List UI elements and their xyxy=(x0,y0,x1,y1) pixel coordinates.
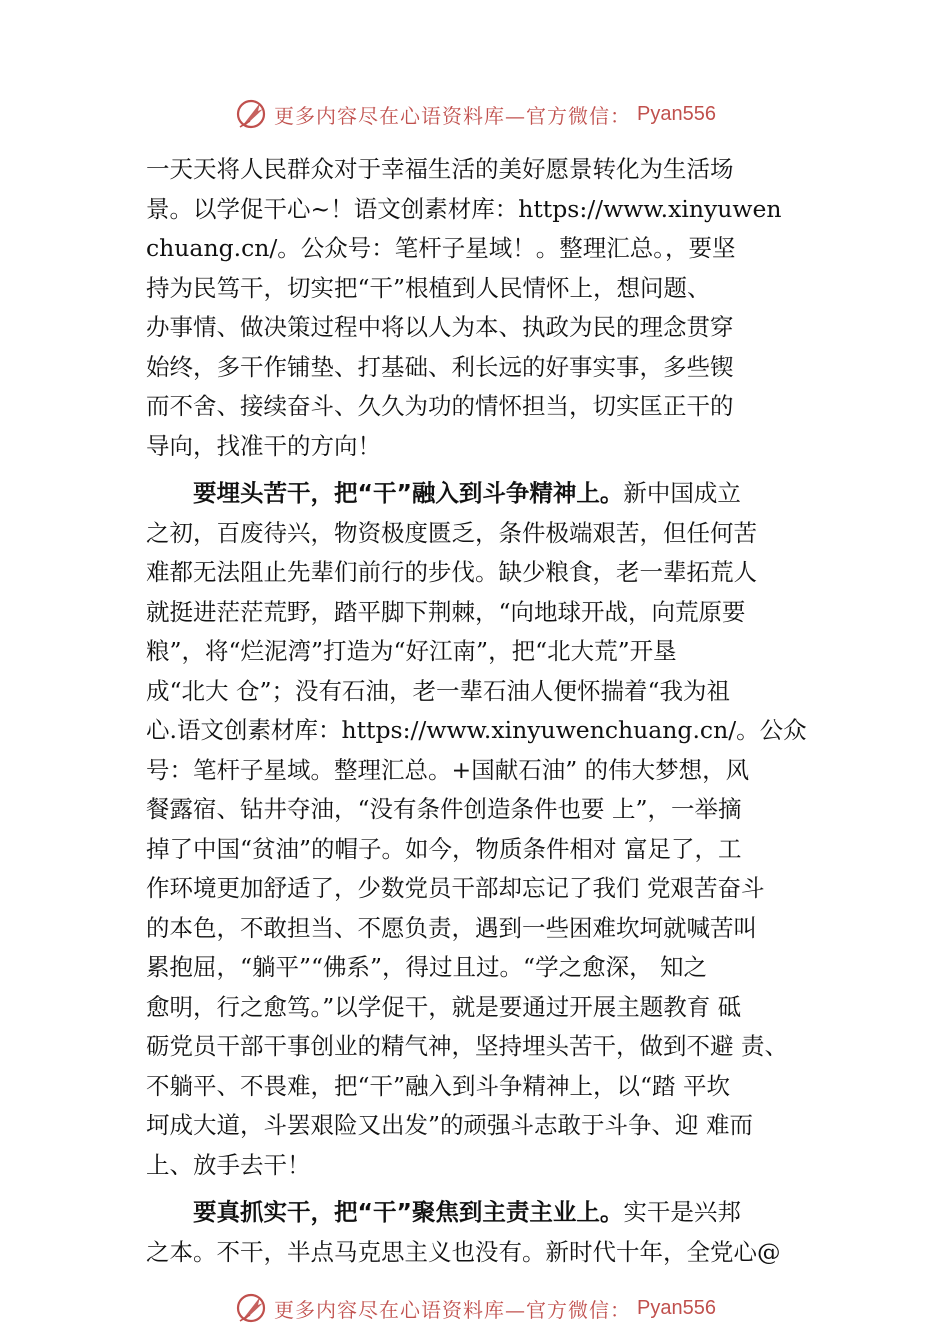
text-line: 心.语文创素材库：https://www.xinyuwenchuang.cn/。公众 xyxy=(146,716,807,744)
text-line: 的本色，不敢担当、不愿负责，遇到一些困难坎坷就喊苦叫 xyxy=(146,913,757,942)
paragraph-2 xyxy=(146,474,846,1185)
text-line: 不躺平、不畏难，把“干”融入到斗争精神上，以“踏 平坎 xyxy=(146,1071,731,1100)
header-banner xyxy=(0,94,950,134)
text-line: 导向，找准干的方向！ xyxy=(146,431,381,460)
text-line: 餐露宿、钻井夺油，“没有条件创造条件也要 上”，一举摘 xyxy=(146,795,742,823)
text-line: 就挺进茫茫荒野，踏平脚下荆棘，“向地球开战，向荒原要 xyxy=(146,597,746,626)
text-line: 砺党员干部干事创业的精气神，坚持埋头苦干，做到不避 责、 xyxy=(146,1032,788,1060)
text-line: 愈明，行之愈笃。”以学促干，就是要通过开展主题教育 砥 xyxy=(146,992,742,1021)
text-line: 坷成大道，斗罢艰险又出发”的顽强斗志敢于斗争、迎 难而 xyxy=(146,1111,753,1139)
text-line: 掉了中国“贫油”的帽子。如今，物质条件相对 富足了，工 xyxy=(146,834,742,863)
text-line: 上、放手去干！ xyxy=(146,1150,311,1179)
text-line: chuang.cn/。公众号：笔杆子星域！。整理汇总。，要坚 xyxy=(146,234,736,262)
banner-wechat-id: Pyan556 xyxy=(637,1296,716,1319)
text-line: 号：笔杆子星域。整理汇总。+国献石油” 的伟大梦想，风 xyxy=(146,755,750,784)
text-line: 办事情、做决策过程中将以人为本、执政为民的理念贯穿 xyxy=(146,313,734,341)
banner-wechat-id: Pyan556 xyxy=(637,102,716,125)
quill-logo-icon xyxy=(234,1291,268,1325)
paragraph-1 xyxy=(146,150,846,466)
heading-continuation: 新中国成立 xyxy=(623,479,741,507)
text-line: 之本。不干，半点马克思主义也没有。新时代十年，全党心@ xyxy=(146,1237,781,1266)
text-line: 持为民笃干，切实把“干”根植到人民情怀上，想问题、 xyxy=(146,273,711,302)
paragraph-heading: 要埋头苦干，把“干”融入到斗争精神上。 xyxy=(193,479,624,507)
heading-continuation: 实干是兴邦 xyxy=(623,1198,741,1226)
text-line: 之初，百废待兴，物资极度匮乏，条件极端艰苦，但任何苦 xyxy=(146,518,757,547)
text-line: 累抱屈，“躺平”“佛系”，得过且过。“学之愈深， 知之 xyxy=(146,953,708,981)
text-line: 粮”，将“烂泥湾”打造为“好江南”，把“北大荒”开垦 xyxy=(146,637,677,665)
text-line: 成“北大 仓”；没有石油，老一辈石油人便怀揣着“我为祖 xyxy=(146,676,731,705)
text-line: 作环境更加舒适了，少数党员干部却忘记了我们 党艰苦奋斗 xyxy=(146,874,765,902)
text-line: 而不舍、接续奋斗、久久为功的情怀担当，切实匡正干的 xyxy=(146,392,734,420)
text-line: 一天天将人民群众对于幸福生活的美好愿景转化为生活场 xyxy=(146,155,734,183)
quill-logo-icon xyxy=(234,97,268,131)
text-line: 难都无法阻止先辈们前行的步伐。缺少粮食，老一辈拓荒人 xyxy=(146,558,757,586)
text-line: 始终，多干作铺垫、打基础、利长远的好事实事，多些锲 xyxy=(146,352,734,381)
document-body xyxy=(146,150,846,1272)
text-line xyxy=(146,474,846,514)
banner-text: 更多内容尽在心语资料库—官方微信： xyxy=(274,1297,632,1322)
paragraph-heading: 要真抓实干，把“干”聚焦到主责主业上。 xyxy=(193,1198,624,1226)
text-line xyxy=(146,1193,846,1233)
text-line: 景。以学促干心~！语文创素材库：https://www.xinyuwen xyxy=(146,194,782,223)
paragraph-3 xyxy=(146,1193,846,1272)
banner-text: 更多内容尽在心语资料库—官方微信： xyxy=(274,103,632,128)
footer-banner xyxy=(0,1288,950,1328)
